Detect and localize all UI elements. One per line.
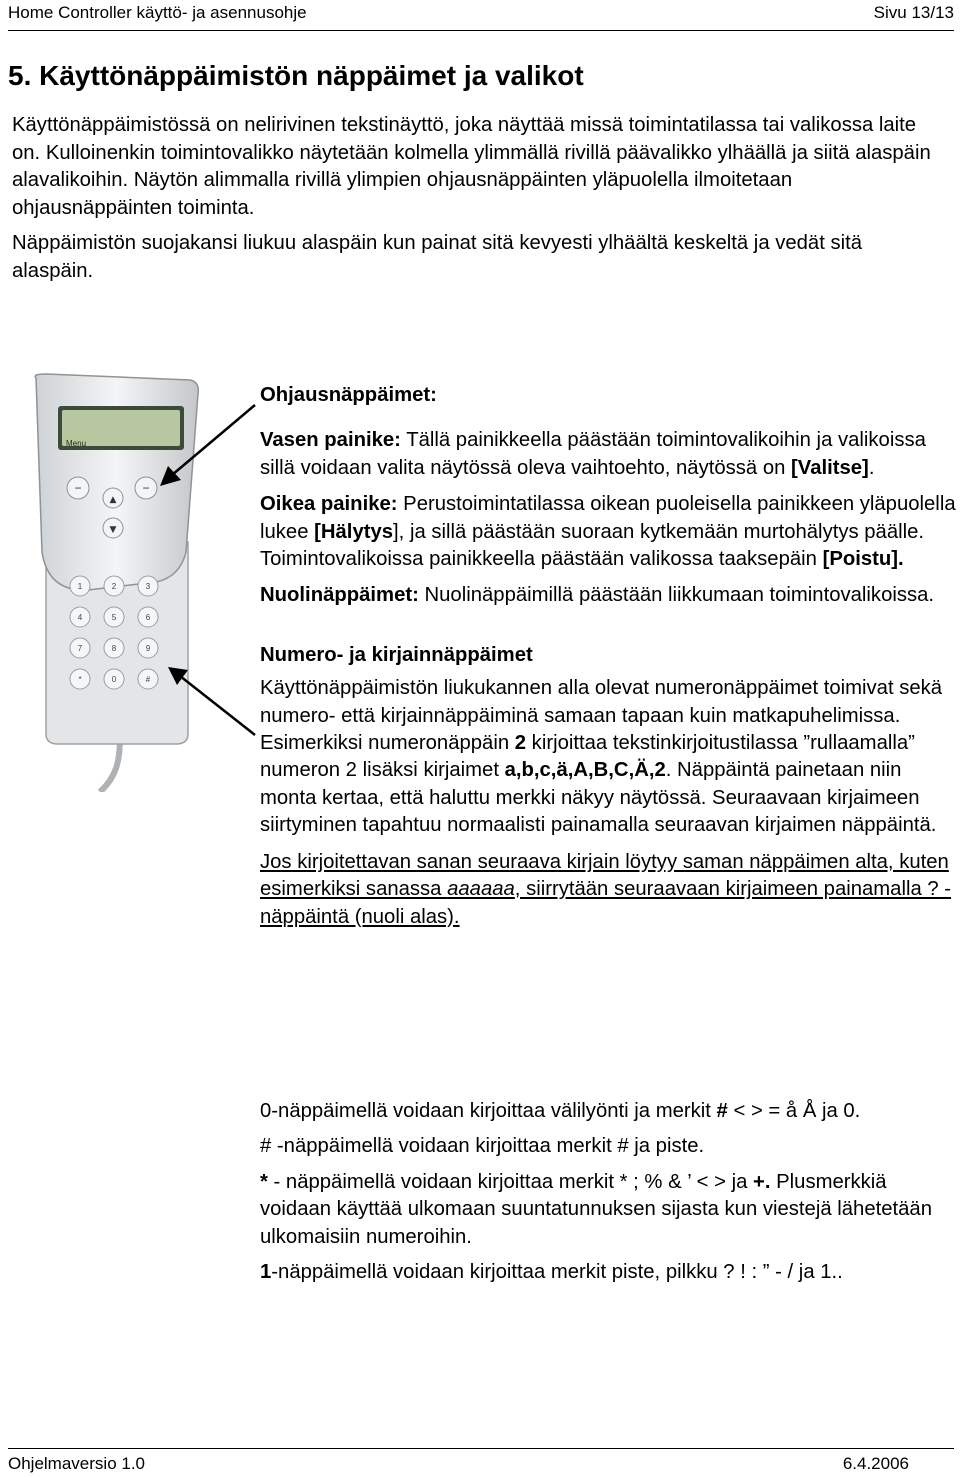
intro-text [12, 112, 947, 294]
arrow-keys-description: Nuolinäppäimet: Nuolinäppäimillä päästään liikkumaan toimintovalikoissa. [260, 584, 935, 607]
intro-paragraph-2: Näppäimistön suojakansi liukuu alaspäin kun painat sitä kevyesti ylhäältä keskeltä ja vedät sitä alaspäin. [12, 232, 863, 282]
star-key-text: * - näppäimellä voidaan kirjoittaa merkit * ; % & ’ < > ja +. Plusmerkkiä voidaan käyttää ulkomaan suuntatunnuksen sijasta kun viestejä lähetetään ulkomaisiin numeroihin. [260, 1170, 932, 1248]
header-title: Home Controller käyttö- ja asennusohje [8, 3, 307, 22]
number-key-label: 0 [111, 675, 117, 684]
number-key-label: 2 [111, 582, 117, 591]
page-footer [8, 1448, 954, 1477]
right-button-description: Oikea painike: Perustoimintatilassa oikean puoleisella painikkeen yläpuolella lukee [Hälytys], ja sillä päästään suoraan kytkemään murtohälytys päälle. Toimintovalikoissa painikkeella päästään valikossa taaksepäin [Poistu]. [260, 493, 956, 571]
number-key-label: 6 [145, 613, 151, 622]
number-key-label: 3 [145, 582, 151, 591]
zero-key-text: 0-näppäimellä voidaan kirjoittaa välilyönti ja merkit # < > = å Å ja 0. [260, 1100, 861, 1122]
intro-paragraph-1: Käyttönäppäimistössä on nelirivinen tekstinäyttö, joka näyttää missä toimintatilassa tai valikossa laite on. Kulloinenkin toimintovalikko näytetään kolmella ylimmällä rivillä päävalikko ylhäällä ja siitä alaspäin alavalikoihin. Näytön alimmalla rivillä ylimpien ohjausnäppäinten yläpuolella ilmoitetaan ohjausnäppäinten toiminta. [12, 114, 931, 219]
screen-menu-label: Menu [66, 439, 87, 448]
number-key-label: 7 [77, 644, 83, 653]
page-header [8, 0, 954, 31]
numkeys-heading: Numero- ja kirjainnäppäimet [260, 643, 533, 666]
svg-text:−: − [74, 481, 82, 495]
svg-text:▼: ▼ [109, 525, 117, 535]
number-key-label: 1 [77, 582, 83, 591]
controls-heading: Ohjausnäppäimet: [260, 384, 437, 406]
footer-date: 6.4.2006 [842, 1454, 909, 1473]
same-key-note: Jos kirjoitettavan sanan seuraava kirjain löytyy saman näppäimen alta, kuten esimerkiksi sanassa aaaaaa, siirrytään seuraavaan kirjaimeen painamalla ? -näppäintä (nuoli alas). [260, 850, 952, 928]
one-key-text: 1-näppäimellä voidaan kirjoittaa merkit piste, pilkku ? ! : ” - / ja 1.. [260, 1261, 843, 1284]
svg-text:▲: ▲ [109, 495, 117, 505]
footer-version: Ohjelmaversio 1.0 [8, 1454, 146, 1473]
hash-key-text: # -näppäimellä voidaan kirjoittaa merkit # ja piste. [260, 1135, 705, 1158]
header-page-number: Sivu 13/13 [873, 3, 954, 22]
number-key-label: # [145, 675, 151, 684]
numkeys-description: Käyttönäppäimistön liukukannen alla olevat numeronäppäimet toimivat sekä numero- että kirjainnäppäiminä samaan tapaan kuin matkapuhelimissa. Esimerkiksi numeronäppäin 2 kirjoittaa tekstinkirjoitustilassa ”rullaamalla” numeron 2 lisäksi kirjaimet a,b,c,ä,A,B,C,Ä,2. Näppäintä painetaan niin monta kertaa, että haluttu merkki näkyy näytössä. Seuraavaan kirjaimeen siirtyminen tapahtuu normaalisti painamalla seuraavan kirjaimen näppäintä. [260, 677, 943, 837]
section-title: 5. Käyttönäppäimistön näppäimet ja valikot [8, 60, 584, 91]
number-key-label: * [78, 675, 82, 684]
left-button-description: Vasen painike: Tällä painikkeella päästään toimintovalikoihin ja valikoissa sillä voidaan valita näytössä oleva vaihtoehto, näytössä on [Valitse]. [260, 429, 926, 479]
controls-description [260, 382, 960, 940]
number-key-label: 4 [77, 613, 83, 622]
keypad-device-illustration [28, 372, 228, 792]
number-key-label: 8 [111, 644, 117, 653]
number-key-label: 9 [145, 644, 151, 653]
svg-text:−: − [142, 481, 150, 495]
key-characters-list [260, 1098, 960, 1294]
number-key-label: 5 [111, 613, 117, 622]
